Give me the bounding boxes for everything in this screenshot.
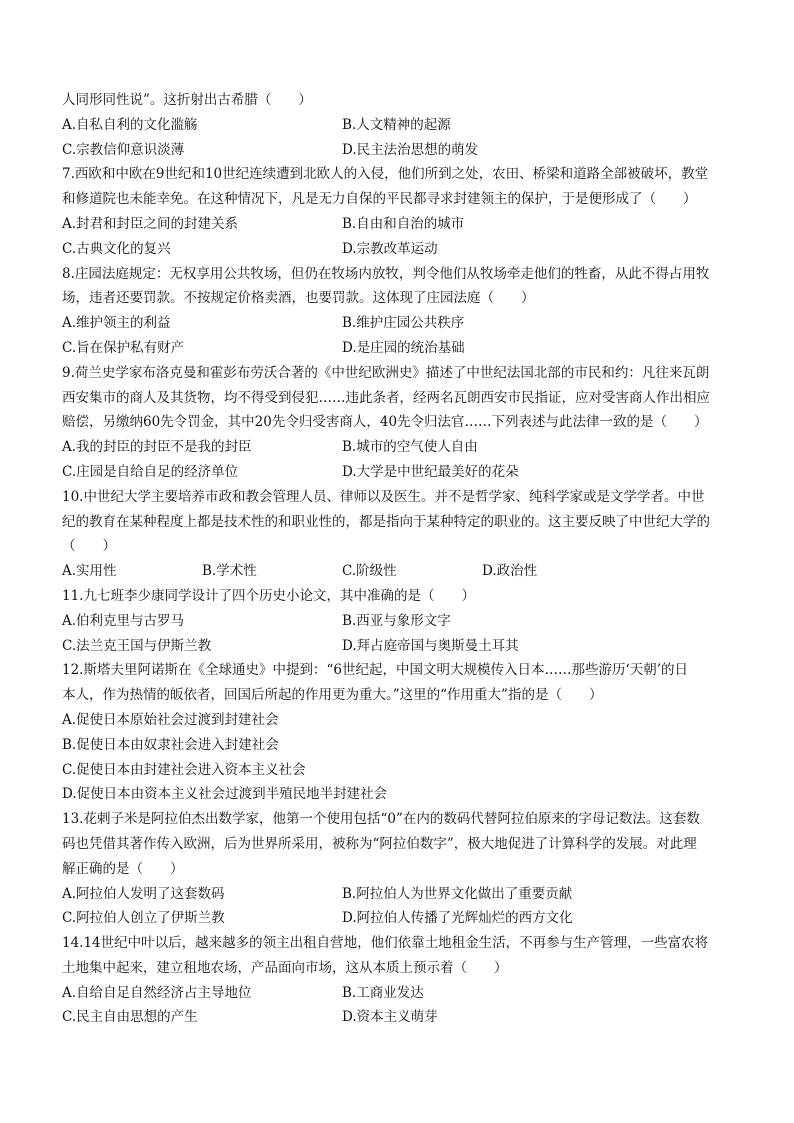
q14-stem-line1: 14.14世纪中叶以后，越来越多的领主出租自营地，他们依靠土地租金生活，不再参与生产管理，一些富农将 — [62, 935, 709, 952]
q7-option-d[interactable]: D.宗教改革运动 — [342, 240, 438, 257]
q11-options-row1 — [62, 609, 734, 634]
q9-stem-line3: 赔偿，另缴纳60先令罚金，其中20先令归受害商人，40先令归法官……下列表述与此法律一致的是（ ） — [62, 414, 708, 431]
q7-option-c[interactable]: C.古典文化的复兴 — [62, 240, 171, 257]
q6-option-b[interactable]: B.人文精神的起源 — [342, 116, 451, 133]
q7-options-row2 — [62, 237, 734, 262]
q12-stem-line1: 12.斯塔夫里阿诺斯在《全球通史》中提到：“6世纪起，中国文明大规模传入日本……那些游历‘天朝’的日 — [62, 662, 689, 679]
q9-option-d[interactable]: D.大学是中世纪最美好的花朵 — [342, 463, 519, 480]
q9-option-b[interactable]: B.城市的空气使人自由 — [342, 439, 478, 456]
q12-option-b[interactable]: B.促使日本由奴隶社会进入封建社会 — [62, 736, 279, 753]
q8-options-row1 — [62, 311, 734, 336]
q11-option-d[interactable]: D.拜占庭帝国与奥斯曼土耳其 — [342, 637, 519, 654]
q11-options-row2 — [62, 634, 734, 659]
q12-option-c[interactable]: C.促使日本由封建社会进入资本主义社会 — [62, 761, 306, 778]
q10-stem-line3: （ ） — [62, 538, 116, 555]
q11-option-a[interactable]: A.伯利克里与古罗马 — [62, 612, 185, 629]
q9-option-c[interactable]: C.庄园是自给自足的经济单位 — [62, 463, 239, 480]
q14-option-d[interactable]: D.资本主义萌芽 — [342, 1009, 438, 1026]
q7-options-row1 — [62, 212, 734, 237]
q10-stem-line1: 10.中世纪大学主要培养市政和教会管理人员、律师以及医生。并不是哲学家、纯科学家或是文学学者。中世 — [62, 488, 705, 505]
q10-options-row — [62, 559, 734, 584]
q10-option-c[interactable]: C.阶级性 — [342, 563, 397, 580]
q12-stem-line2: 本人，作为热情的皈依者，回国后所起的作用更为重大。”这里的“作用重大”指的是（ ） — [62, 687, 603, 704]
q7-stem-line1: 7.西欧和中欧在9世纪和10世纪连续遭到北欧人的入侵，他们所到之处，农田、桥梁和道路全部被破坏，教堂 — [62, 166, 709, 183]
q14-option-b[interactable]: B.工商业发达 — [342, 984, 424, 1001]
q9-stem-line1: 9.荷兰史学家布洛克曼和霍彭布劳沃合著的《中世纪欧洲史》描述了中世纪法国北部的市民和约：凡往来瓦朗 — [62, 364, 710, 381]
q13-stem-line1: 13.花剌子米是阿拉伯杰出数学家，他第一个使用包括“0”在内的数码代替阿拉伯原来的字母记数法。这套数 — [62, 811, 700, 828]
q10-option-b[interactable]: B.学术性 — [202, 563, 257, 580]
q11-stem-line1: 11.九七班李少康同学设计了四个历史小论文，其中准确的是（ ） — [62, 587, 475, 604]
q9-stem-line2: 西安集市的商人及其货物，均不得受到侵犯……违此条者，经两名瓦朗西安市民指证，应对受害商人作出相应 — [62, 389, 710, 406]
q6-option-d[interactable]: D.民主法治思想的萌发 — [342, 141, 479, 158]
q13-option-b[interactable]: B.阿拉伯人为世界文化做出了重要贡献 — [342, 885, 573, 902]
q13-option-c[interactable]: C.阿拉伯人创立了伊斯兰教 — [62, 910, 225, 927]
q8-option-b[interactable]: B.维护庄园公共秩序 — [342, 315, 465, 332]
q7-option-b[interactable]: B.自由和自治的城市 — [342, 215, 465, 232]
q14-stem-line2: 土地集中起来，建立租地农场，产品面向市场，这从本质上预示着（ ） — [62, 959, 508, 976]
exam-page — [62, 88, 734, 1030]
q6-stem-tail: 人同形同性说”。这折射出古希腊（ ） — [62, 92, 312, 108]
q13-option-d[interactable]: D.阿拉伯人传播了光辉灿烂的西方文化 — [342, 910, 573, 927]
q7-option-a[interactable]: A.封君和封臣之间的封建关系 — [62, 215, 239, 232]
q14-option-c[interactable]: C.民主自由思想的产生 — [62, 1009, 198, 1026]
q9-options-row2 — [62, 460, 734, 485]
q6-options-row1 — [62, 113, 734, 138]
q10-option-d[interactable]: D.政治性 — [482, 563, 538, 580]
q8-option-d[interactable]: D.是庄园的统治基础 — [342, 339, 465, 356]
q13-stem-line2: 码也凭借其著作传入欧洲，后为世界所采用，被称为“阿拉伯数字”，极大地促进了计算科学的发展。对此理 — [62, 835, 697, 852]
q9-option-a[interactable]: A.我的封臣的封臣不是我的封臣 — [62, 439, 252, 456]
q13-stem-line3: 解正确的是（ ） — [62, 860, 184, 877]
q7-stem-line2: 和修道院也未能幸免。在这种情况下，凡是无力自保的平民都寻求封建领主的保护，于是便形成了（ ） — [62, 191, 697, 208]
q6-options-row2 — [62, 138, 734, 163]
q12-option-d[interactable]: D.促使日本由资本主义社会过渡到半殖民地半封建社会 — [62, 786, 388, 803]
q13-option-a[interactable]: A.阿拉伯人发明了这套数码 — [62, 885, 225, 902]
q13-options-row1 — [62, 882, 734, 907]
q9-options-row1 — [62, 435, 734, 460]
q11-option-b[interactable]: B.西亚与象形文字 — [342, 612, 451, 629]
q8-stem-line1: 8.庄园法庭规定：无权享用公共牧场，但仍在牧场内放牧，判令他们从牧场牵走他们的牲畜，从此不得占用牧 — [62, 265, 710, 282]
q13-options-row2 — [62, 906, 734, 931]
q8-option-c[interactable]: C.旨在保护私有财产 — [62, 339, 185, 356]
q11-option-c[interactable]: C.法兰克王国与伊斯兰教 — [62, 637, 212, 654]
q6-option-c[interactable]: C.宗教信仰意识淡薄 — [62, 141, 185, 158]
q10-stem-line2: 纪的教育在某种程度上都是技术性的和职业性的，都是指向于某种特定的职业的。这主要反映了中世纪大学的 — [62, 513, 710, 530]
q14-option-a[interactable]: A.自给自足自然经济占主导地位 — [62, 984, 252, 1001]
q14-options-row1 — [62, 981, 734, 1006]
q12-option-a[interactable]: A.促使日本原始社会过渡到封建社会 — [62, 711, 279, 728]
q8-options-row2 — [62, 336, 734, 361]
q6-option-a[interactable]: A.自私自利的文化滥觞 — [62, 116, 198, 133]
q8-option-a[interactable]: A.维护领主的利益 — [62, 315, 171, 332]
q14-options-row2 — [62, 1005, 734, 1030]
q8-stem-line2: 场，违者还要罚款。不按规定价格卖酒，也要罚款。这体现了庄园法庭（ ） — [62, 290, 535, 307]
q10-option-a[interactable]: A.实用性 — [62, 563, 117, 580]
